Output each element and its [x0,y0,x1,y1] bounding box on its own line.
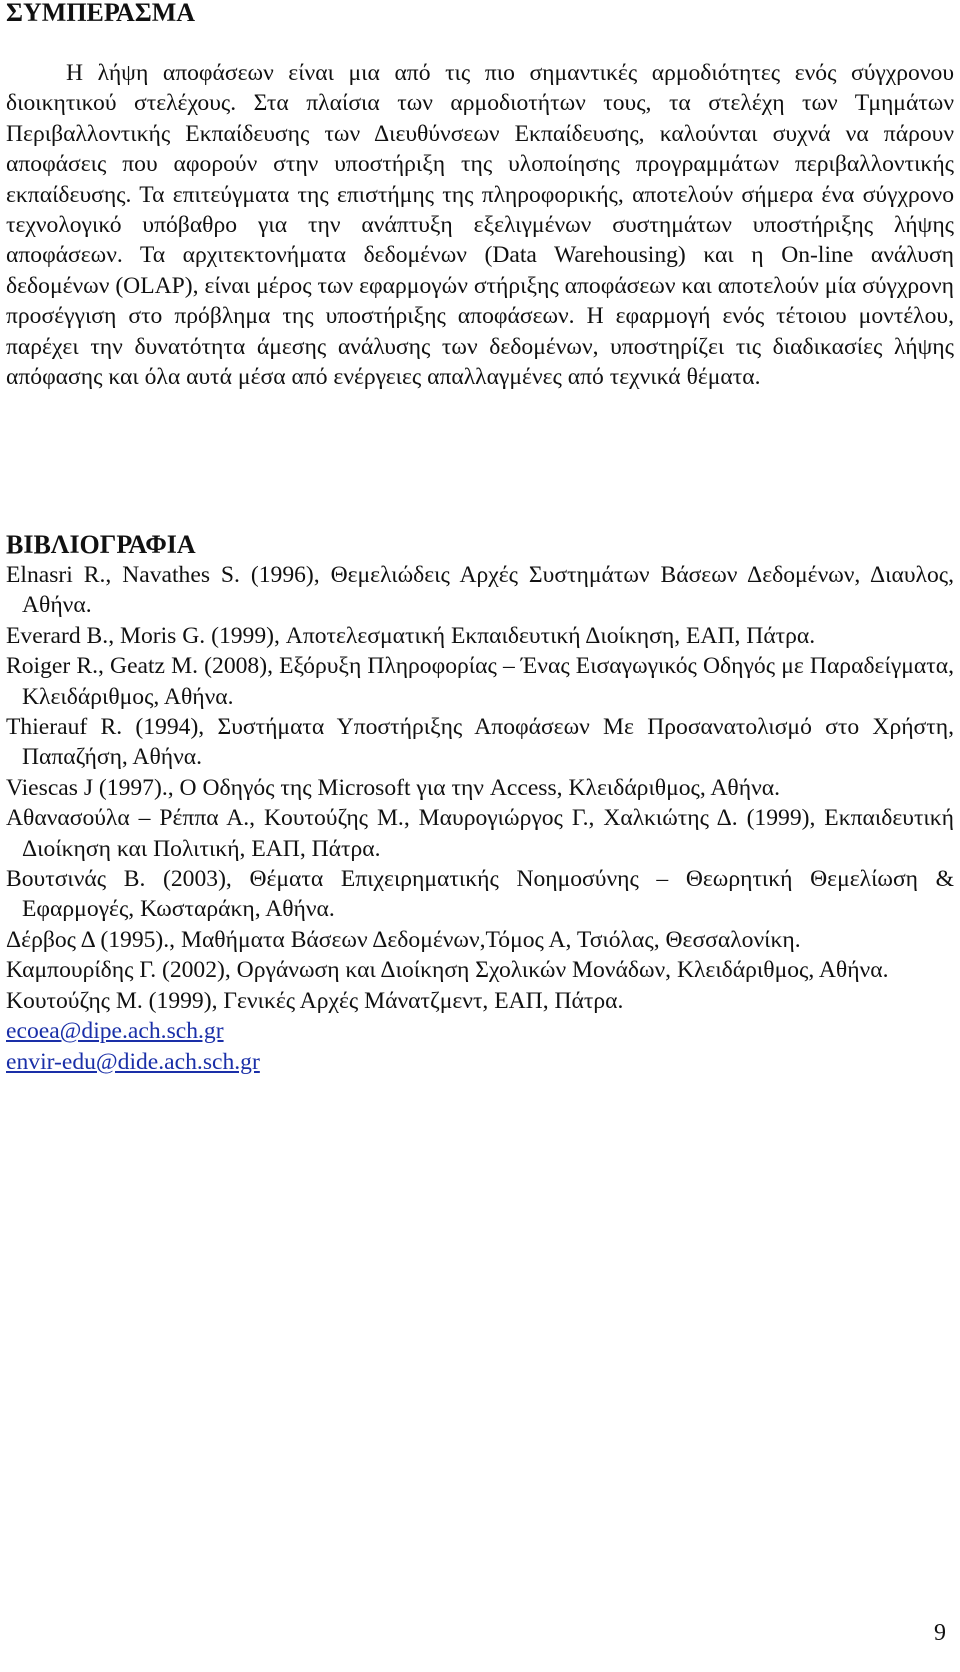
email-link-ecoea[interactable]: ecoea@dipe.ach.sch.gr [6,1018,224,1045]
reference-item: Καμπουρίδης Γ. (2002), Οργάνωση και Διοίκηση Σχολικών Μονάδων, Κλειδάριθμος, Αθήνα. [6,957,889,984]
reference-item: Everard B., Moris G. (1999), Αποτελεσματική Εκπαιδευτική Διοίκηση, ΕΑΠ, Πάτρα. [6,622,816,649]
reference-item: Δέρβος Δ (1995)., Μαθήματα Βάσεων Δεδομένων,Τόμος Α, Τσιόλας, Θεσσαλονίκη. [6,926,801,953]
reference-item: Roiger R., Geatz M. (2008), Εξόρυξη Πληροφορίας – Ένας Εισαγωγικός Οδηγός με Παραδείγματα, Κλειδάριθμος, Αθήνα. [6,653,954,710]
reference-item: Elnasri R., Navathes S. (1996), Θεμελιώδεις Αρχές Συστημάτων Βάσεων Δεδομένων, Διαυλος, Αθήνα. [6,562,954,619]
bibliography-list [6,560,954,1077]
reference-item: Thierauf R. (1994), Συστήματα Υποστήριξης Αποφάσεων Με Προσανατολισμό στο Χρήστη, Παπαζήση, Αθήνα. [6,714,954,771]
reference-item: Αθανασούλα – Ρέππα Α., Κουτούζης Μ., Μαυρογιώργος Γ., Χαλκιώτης Δ. (1999), Εκπαιδευτική Διοίκηση και Πολιτική, ΕΑΠ, Πάτρα. [6,805,954,862]
page-number: 9 [934,1620,946,1646]
bibliography-heading: ΒΙΒΛΙΟΓΡΑΦΙΑ [6,530,196,559]
reference-item: Viescas J (1997)., Ο Οδηγός της Microsoft για την Access, Κλειδάριθμος, Αθήνα. [6,774,780,801]
conclusions-heading: ΣΥΜΠΕΡΑΣΜΑ [6,0,196,27]
reference-item: Κουτούζης Μ. (1999), Γενικές Αρχές Μάνατζμεντ, ΕΑΠ, Πάτρα. [6,987,624,1014]
conclusions-paragraph: Η λήψη αποφάσεων είναι μια από τις πιο σημαντικές αρμοδιότητες ενός σύγχρονου διοικητικού στελέχους. Στα πλαίσια των αρμοδιοτήτων τους, τα στελέχη των Τμημάτων Περιβαλλοντικής Εκπαίδευσης των Διευθύνσεων Εκπαίδευσης, καλούνται συχνά να πάρουν αποφάσεις που αφορούν στην υποστήριξη της υλοποίησης προγραμμάτων περιβαλλοντικής εκπαίδευσης. Τα επιτεύγματα της επιστήμης της πληροφορικής, αποτελούν σήμερα ένα σύγχρονο τεχνολογικό υπόβαθρο για την ανάπτυξη εξελιγμένων συστημάτων υποστήριξης λήψης αποφάσεων. Τα αρχιτεκτονήματα δεδομένων (Data Warehousing) και η On-line ανάλυση δεδομένων (OLAP), είναι μέρος των εφαρμογών στήριξης αποφάσεων και αποτελούν μία σύγχρονη προσέγγιση στο πρόβλημα της υποστήριξης αποφάσεων. Η εφαρμογή ενός τέτοιου μοντέλου, παρέχει την δυνατότητα άμεσης ανάλυσης των δεδομένων, υποστηρίζει τις διαδικασίες λήψης απόφασης και όλα αυτά μέσα από ενέργειες απαλλαγμένες από τεχνικά θέματα. [6,60,954,391]
reference-item: Βουτσινάς Β. (2003), Θέματα Επιχειρηματικής Νοημοσύνης – Θεωρητική Θεμελίωση & Εφαρμογές, Κωσταράκη, Αθήνα. [6,866,954,923]
email-link-envir-edu[interactable]: envir-edu@dide.ach.sch.gr [6,1048,260,1075]
